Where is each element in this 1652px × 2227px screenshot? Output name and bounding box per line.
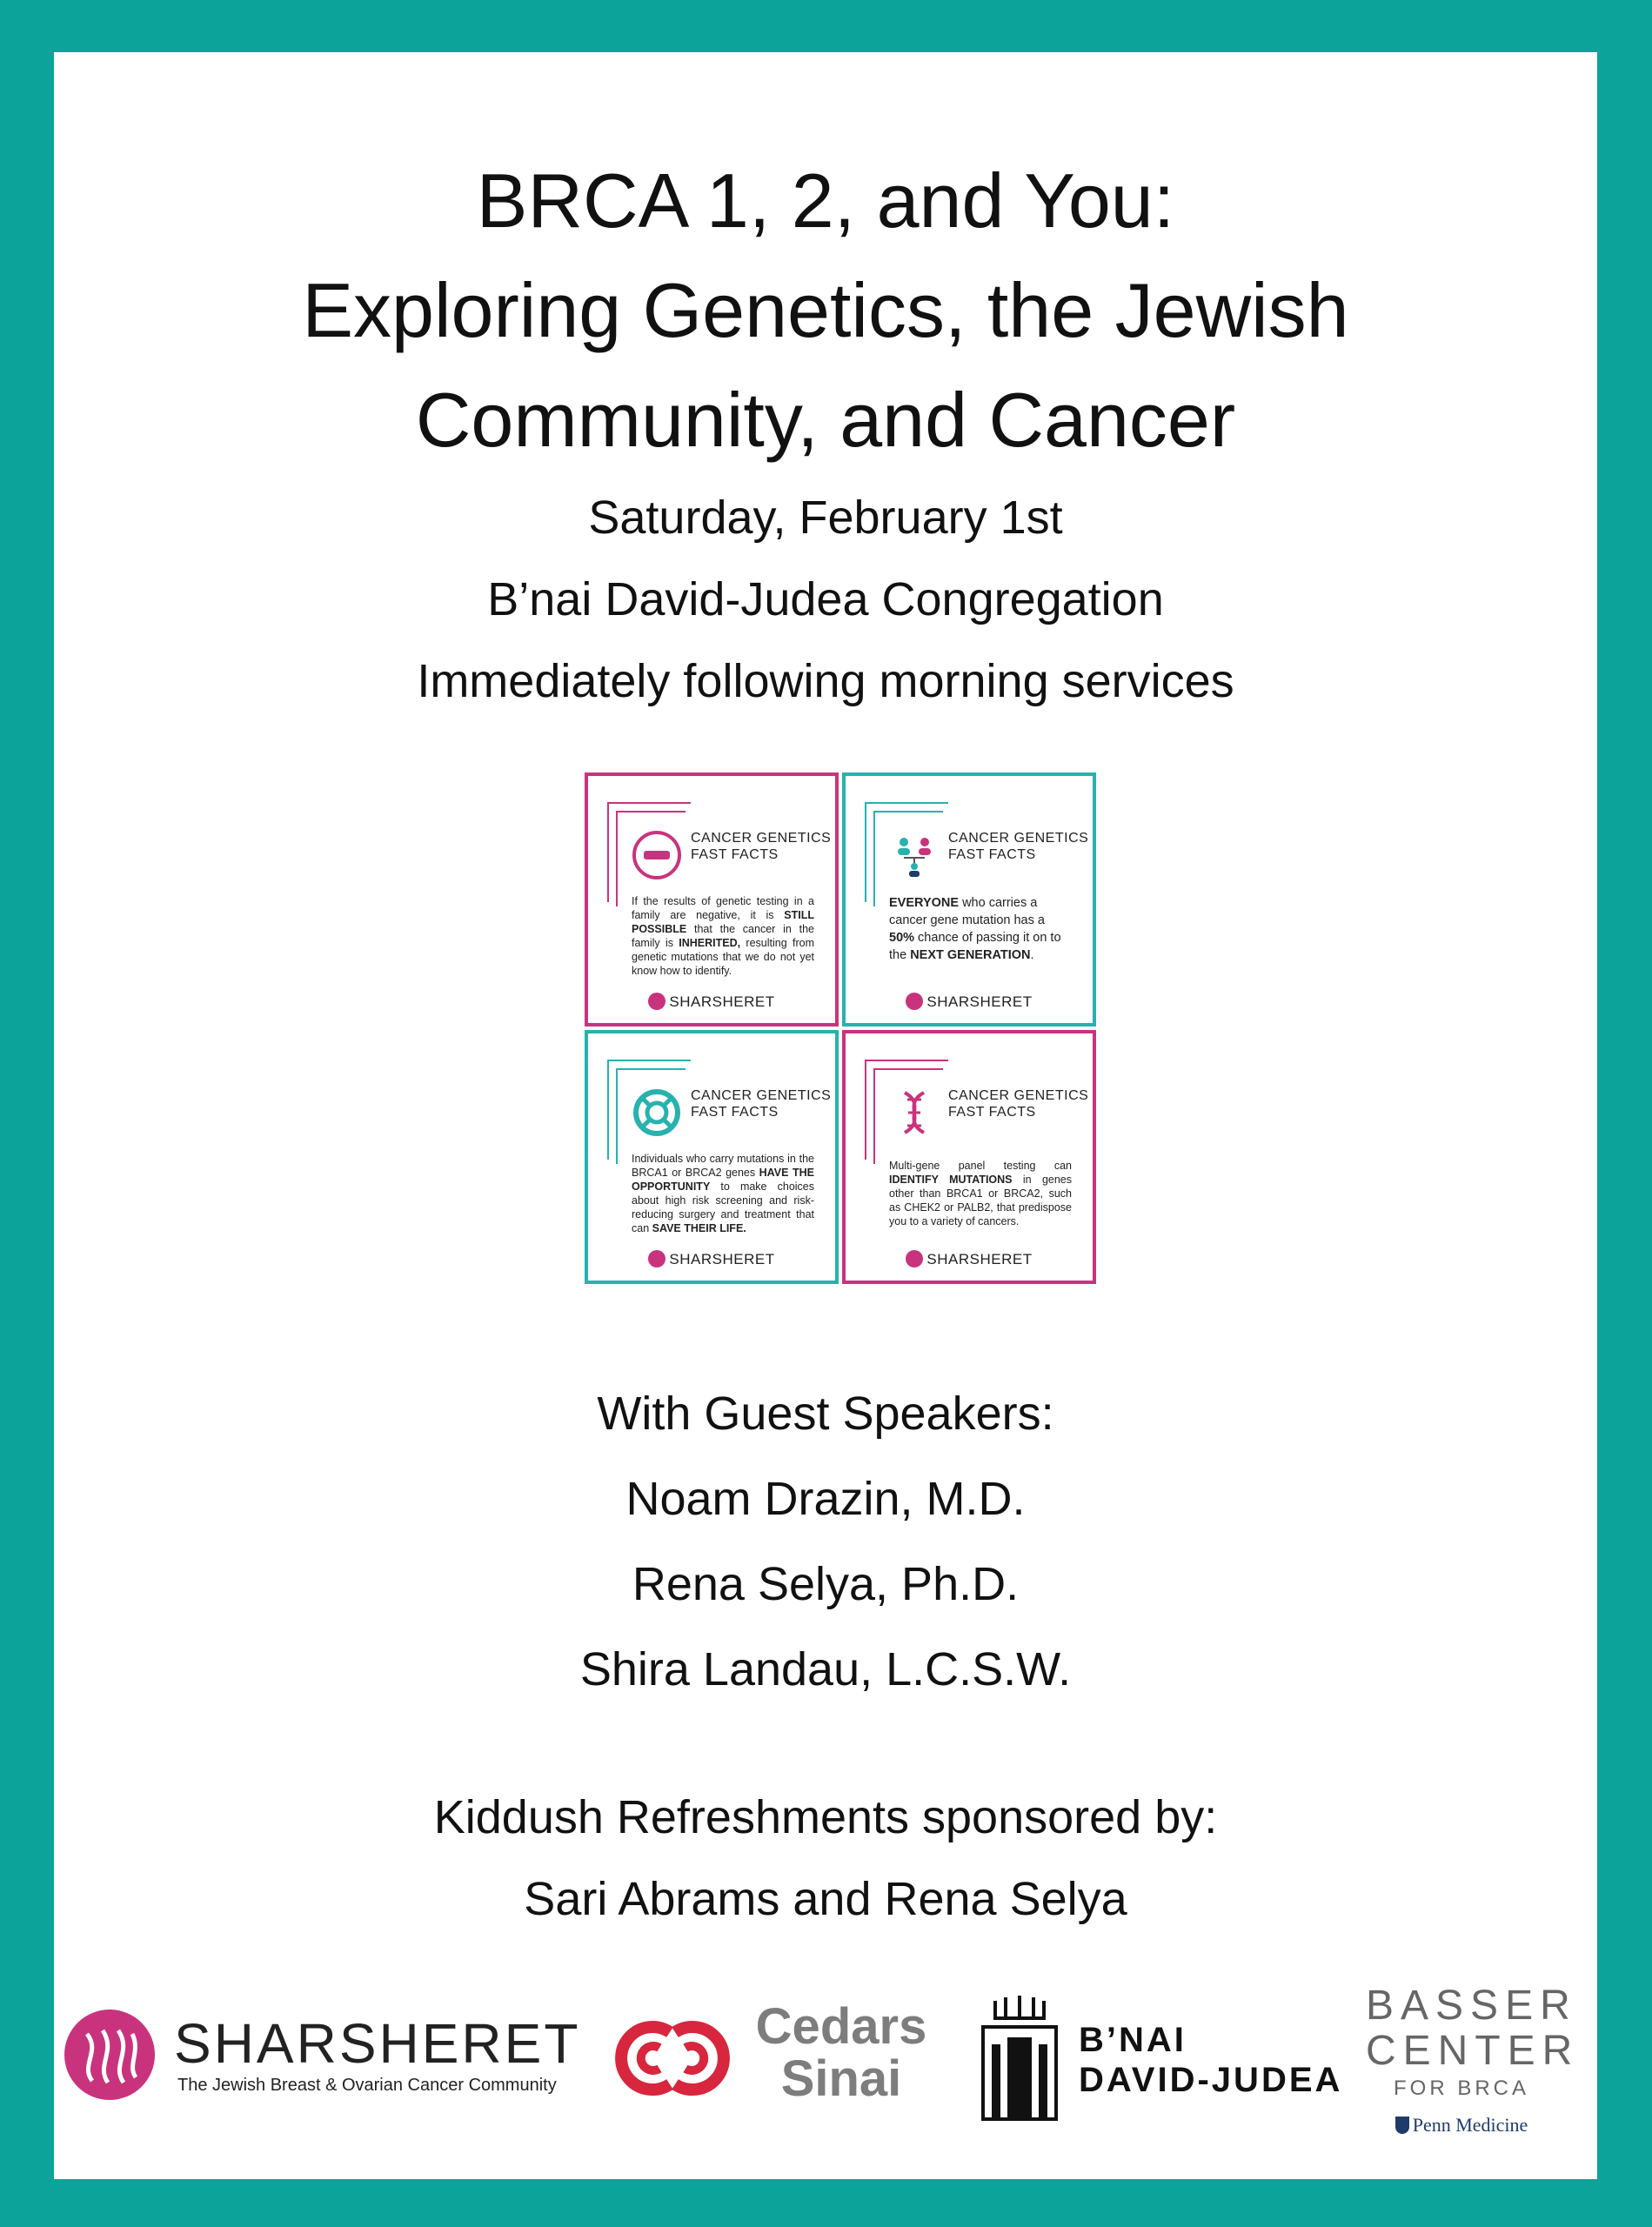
card-heading: CANCER GENETICS FAST FACTS xyxy=(948,1088,1089,1120)
sharsheret-mark-icon xyxy=(906,1250,923,1267)
card-brand: SHARSHERET xyxy=(846,1250,1093,1268)
card-brand: SHARSHERET xyxy=(846,993,1093,1011)
sharsheret-mark-icon xyxy=(648,1250,665,1267)
lifebuoy-icon xyxy=(632,1087,682,1138)
title-line-1: BRCA 1, 2, and You: xyxy=(476,157,1175,244)
bnai-david-judea-logo-icon xyxy=(976,1992,1063,2123)
card-heading: CANCER GENETICS FAST FACTS xyxy=(691,831,832,862)
minus-circle-icon xyxy=(632,830,682,880)
sharsheret-tagline: The Jewish Breast & Ovarian Cancer Community xyxy=(177,2076,557,2095)
sharsheret-logo-icon xyxy=(63,2008,157,2102)
event-title xyxy=(54,146,1597,475)
sponsor-logos xyxy=(54,1966,1597,2175)
guest-speakers xyxy=(54,1371,1597,1712)
sharsheret-mark-icon xyxy=(906,993,923,1010)
family-tree-icon xyxy=(889,830,940,880)
title-line-3: Community, and Cancer xyxy=(415,377,1236,463)
card-brand: SHARSHERET xyxy=(588,993,835,1011)
kiddush-sponsor-names: Sari Abrams and Rena Selya xyxy=(524,1873,1127,1925)
speaker-name: Shira Landau, L.C.S.W. xyxy=(579,1643,1072,1695)
kiddush-heading: Kiddush Refreshments sponsored by: xyxy=(433,1791,1218,1843)
card-body: If the results of genetic testing in a family are negative, it is STILL POSSIBLE that the cancer in the family is INHERITED, resulting from genetic mutations that we do not yet know how to identify. xyxy=(632,895,814,977)
fast-fact-card xyxy=(585,772,839,1027)
event-date: Saturday, February 1st xyxy=(588,492,1063,544)
event-location: B’nai David-Judea Congregation xyxy=(487,573,1164,625)
card-body: EVERYONE who carries a cancer gene mutation has a 50% chance of passing it on to the NEXT GENERATION. xyxy=(889,896,1061,962)
fast-fact-card xyxy=(842,772,1096,1027)
speaker-name: Rena Selya, Ph.D. xyxy=(632,1558,1020,1610)
fast-facts-grid xyxy=(585,772,1110,1298)
fast-fact-card xyxy=(585,1030,839,1284)
fast-fact-card xyxy=(842,1030,1096,1284)
cedars-sinai-logo-icon xyxy=(607,2006,738,2110)
card-body: Individuals who carry mutations in the BRCA1 or BRCA2 genes HAVE THE OPPORTUNITY to make choices about high risk screening and risk-reducing surgery and treatment that can SAVE THEIR LIFE. xyxy=(632,1153,814,1234)
basser-center-logo: BASSER CENTER FOR BRCA Penn Medicine xyxy=(1366,1983,1580,2136)
speakers-heading: With Guest Speakers: xyxy=(597,1388,1054,1440)
sharsheret-name: SHARSHERET xyxy=(174,2012,581,2075)
cedars-sinai-name: Cedars Sinai xyxy=(755,1998,927,2107)
flyer-page xyxy=(54,52,1597,2179)
bnai-david-judea-name: B’NAI DAVID-JUDEA xyxy=(1079,2021,1343,2099)
event-time: Immediately following morning services xyxy=(417,655,1234,707)
card-heading: CANCER GENETICS FAST FACTS xyxy=(948,831,1089,862)
card-heading: CANCER GENETICS FAST FACTS xyxy=(691,1088,832,1120)
sharsheret-mark-icon xyxy=(648,993,665,1010)
dna-icon xyxy=(889,1087,940,1138)
speaker-name: Noam Drazin, M.D. xyxy=(625,1473,1026,1525)
kiddush-sponsors xyxy=(54,1776,1597,1940)
penn-shield-icon xyxy=(1395,2117,1409,2134)
card-brand: SHARSHERET xyxy=(588,1250,835,1268)
event-details xyxy=(54,477,1597,722)
title-line-2: Exploring Genetics, the Jewish xyxy=(302,267,1349,353)
card-body: Multi-gene panel testing can IDENTIFY MUTATIONS in genes other than BRCA1 or BRCA2, such as CHEK2 or PALB2, that predispose you to a variety of cancers. xyxy=(889,1160,1072,1227)
